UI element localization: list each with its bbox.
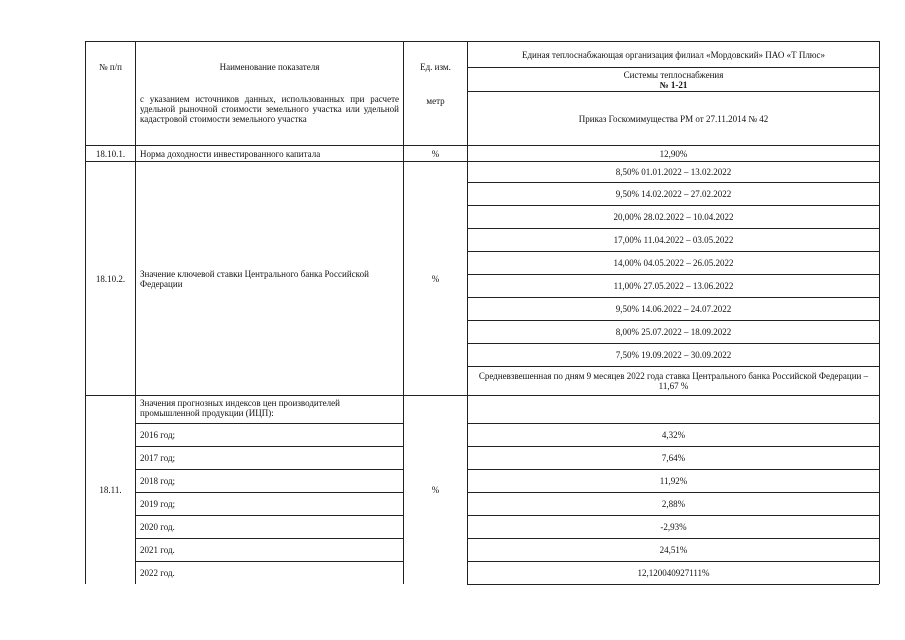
year-label: 2022 год. <box>140 568 175 578</box>
row-unit: % <box>431 273 440 284</box>
year-label: 2021 год. <box>140 545 175 555</box>
row-name: Значение ключевой ставки Центрального банка Российской Федерации <box>140 268 369 289</box>
row-name: Норма доходности инвестированного капитала <box>140 148 321 159</box>
header-col-name: Наименование показателя <box>219 61 320 72</box>
year-value: 4,32% <box>661 430 686 440</box>
key-rate-value: 9,50% 14.02.2022 – 27.02.2022 <box>615 189 732 199</box>
year-value: 7,64% <box>661 453 686 463</box>
key-rate-value: 8,50% 01.01.2022 – 13.02.2022 <box>615 167 732 177</box>
key-rate-value: 9,50% 14.06.2022 – 24.07.2022 <box>615 304 732 314</box>
header-sub-name: с указанием источников данных, использованных при расчете удельной рыночной стоимости земельного участка или удельной кадастровой стоимости земельного участка <box>140 94 399 124</box>
key-rate-value: 17,00% 11.04.2022 – 03.05.2022 <box>613 235 734 245</box>
row-number: 18.11. <box>99 485 122 495</box>
divider-line <box>467 584 879 585</box>
key-rate-value: 8,00% 25.07.2022 – 18.09.2022 <box>615 327 732 337</box>
year-label: 2018 год; <box>140 476 176 486</box>
key-rate-value: 20,00% 28.02.2022 – 10.04.2022 <box>613 212 734 222</box>
row-number: 18.10.1. <box>95 148 126 159</box>
header-sub-value: Приказ Госкомимущества РМ от 27.11.2014 № 42 <box>578 113 769 124</box>
table-border-right <box>879 41 880 584</box>
row-name: Значения прогнозных индексов цен производителей промышленной продукции (ИЦП): <box>140 398 340 418</box>
year-value: 2,88% <box>661 499 686 509</box>
year-label: 2017 год; <box>140 453 176 463</box>
year-label: 2019 год; <box>140 499 176 509</box>
key-rate-average: Средневзвешенная по дням 9 месяцев 2022 года ставка Центрального банка Российской Федерации – 11,67 % <box>478 371 869 391</box>
systems-label: Системы теплоснабжения <box>623 69 724 80</box>
year-value: 12,120040927111% <box>637 568 710 578</box>
row-unit: % <box>431 148 440 159</box>
year-label: 2020 год. <box>140 522 175 532</box>
header-sub-unit: метр <box>426 96 445 106</box>
key-rate-value: 7,50% 19.09.2022 – 30.09.2022 <box>615 350 732 360</box>
year-value: 24,51% <box>659 545 688 555</box>
row-number: 18.10.2. <box>95 273 126 284</box>
systems-number: № 1-21 <box>659 79 688 90</box>
row-unit: % <box>431 485 440 495</box>
year-value: 11,92% <box>659 476 688 486</box>
header-systems <box>468 68 879 91</box>
header-col-unit: Ед. изм. <box>420 61 451 72</box>
key-rate-value: 11,00% 27.05.2022 – 13.06.2022 <box>613 281 734 291</box>
header-col-num: № п/п <box>99 61 122 72</box>
header-org-title: Единая теплоснабжающая организация филиал «Мордовский» ПАО «Т Плюс» <box>521 49 826 60</box>
year-label: 2016 год; <box>140 430 176 440</box>
key-rate-value: 14,00% 04.05.2022 – 26.05.2022 <box>613 258 734 268</box>
row-value: 12,90% <box>659 148 688 159</box>
year-value: -2,93% <box>660 522 687 532</box>
